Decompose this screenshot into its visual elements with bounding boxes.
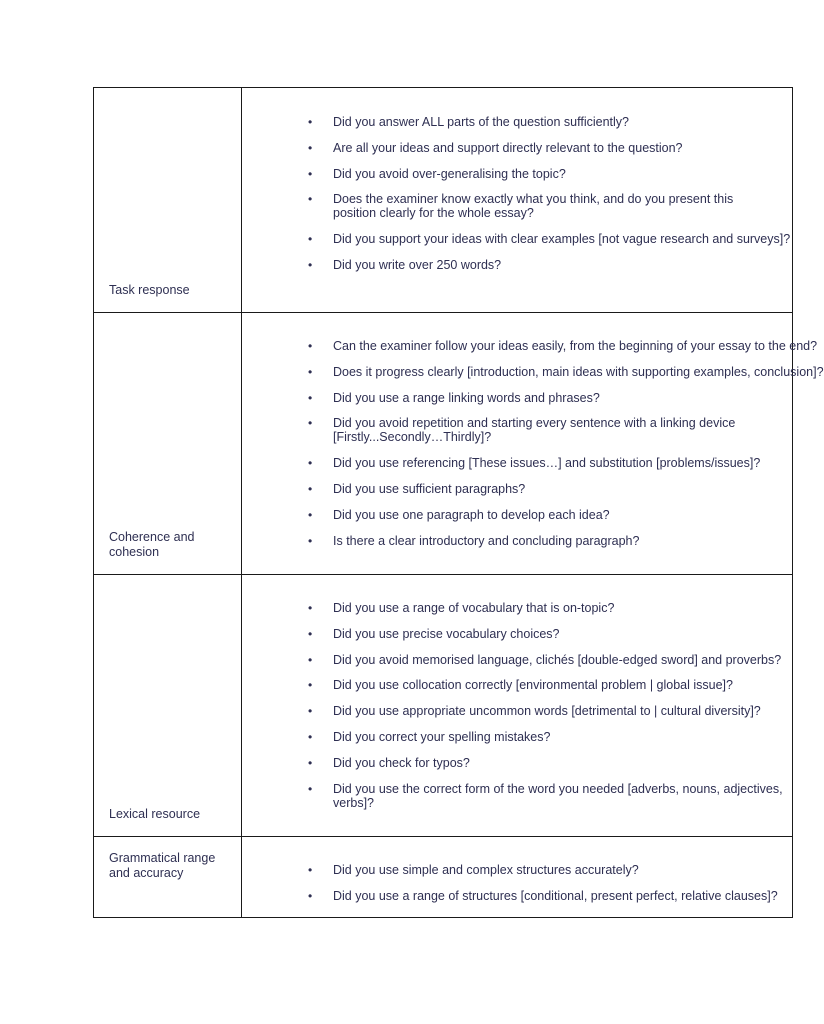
- checklist: [308, 115, 791, 284]
- list-item: • Are all your ideas and support directly relevant to the question?: [308, 140, 683, 155]
- list-item: • Did you use precise vocabulary choices?: [308, 626, 560, 641]
- list-item: • Did you write over 250 words?: [308, 257, 502, 272]
- table-row: [94, 575, 793, 837]
- criterion-cell: [94, 837, 242, 918]
- checklist-cell: [242, 837, 793, 918]
- criterion-label-lexical: Lexical resource: [109, 806, 201, 821]
- criterion-cell: [94, 88, 242, 313]
- list-item: • Did you use simple and complex structures accurately?: [308, 863, 639, 877]
- bullet-icon: •: [308, 166, 313, 181]
- list-item: • Can the examiner follow your ideas easily, from the beginning of your essay to the end?: [308, 339, 818, 353]
- bullet-icon: •: [308, 863, 313, 877]
- bullet-icon: •: [308, 232, 313, 247]
- bullet-icon: •: [308, 704, 313, 719]
- bullet-icon: •: [308, 601, 313, 615]
- bullet-icon: •: [308, 652, 313, 667]
- checklist: [308, 601, 788, 821]
- list-item: • Did you avoid memorised language, clichés [double-edged sword] and proverbs?: [308, 652, 782, 667]
- criterion-cell: [94, 575, 242, 837]
- bullet-icon: •: [308, 192, 313, 207]
- table-row: [94, 313, 793, 575]
- list-item: • Did you correct your spelling mistakes?: [308, 729, 551, 744]
- bullet-icon: •: [308, 416, 313, 431]
- bullet-icon: •: [308, 729, 313, 744]
- list-item: • Did you answer ALL parts of the question sufficiently?: [308, 115, 630, 129]
- bullet-icon: •: [308, 140, 313, 155]
- bullet-icon: •: [308, 390, 313, 405]
- checklist: [308, 339, 824, 559]
- list-item: • Is there a clear introductory and concluding paragraph?: [308, 533, 640, 548]
- bullet-icon: •: [308, 257, 313, 272]
- list-item: • Does it progress clearly [introduction, main ideas with supporting examples, conclusion]?: [308, 364, 824, 379]
- criterion-label-grammar: Grammatical range and accuracy: [109, 851, 216, 880]
- table-row: [94, 88, 793, 313]
- criterion-cell: [94, 313, 242, 575]
- list-item: • Did you use a range linking words and phrases?: [308, 390, 600, 405]
- list-item: • Did you avoid repetition and starting every sentence with a linking device [Firstly...Secondly…Thirdly]?: [308, 416, 736, 445]
- writing-checklist-table: [93, 87, 824, 918]
- list-item: • Did you use a range of structures [conditional, present perfect, relative clauses]?: [308, 888, 778, 903]
- bullet-icon: •: [308, 781, 313, 796]
- table-row: [94, 837, 793, 918]
- list-item: • Did you use a range of vocabulary that is on-topic?: [308, 601, 615, 615]
- checklist-cell: [242, 88, 793, 313]
- list-item: • Did you use the correct form of the word you needed [adverbs, nouns, adjectives, verbs]?: [308, 781, 783, 810]
- bullet-icon: •: [308, 456, 313, 471]
- bullet-icon: •: [308, 755, 313, 770]
- bullet-icon: •: [308, 678, 313, 693]
- bullet-icon: •: [308, 626, 313, 641]
- bullet-icon: •: [308, 533, 313, 548]
- list-item: • Did you use one paragraph to develop each idea?: [308, 507, 610, 522]
- bullet-icon: •: [308, 115, 313, 129]
- list-item: • Did you use sufficient paragraphs?: [308, 481, 526, 496]
- list-item: • Did you use appropriate uncommon words [detrimental to | cultural diversity]?: [308, 704, 761, 719]
- list-item: • Did you support your ideas with clear examples [not vague research and surveys]?: [308, 232, 791, 247]
- bullet-icon: •: [308, 339, 313, 353]
- criterion-label-task-response: Task response: [109, 282, 190, 297]
- checklist: [308, 863, 788, 915]
- checklist-cell: [242, 575, 793, 837]
- list-item: • Did you use referencing [These issues…] and substitution [problems/issues]?: [308, 456, 761, 471]
- bullet-icon: •: [308, 507, 313, 522]
- bullet-icon: •: [308, 481, 313, 496]
- list-item: • Did you avoid over-generalising the topic?: [308, 166, 566, 181]
- list-item: • Does the examiner know exactly what you think, and do you present this position clearly for the whole essay?: [308, 192, 734, 221]
- list-item: • Did you use collocation correctly [environmental problem | global issue]?: [308, 678, 733, 693]
- list-item: • Did you check for typos?: [308, 755, 470, 770]
- criterion-label-coherence: Coherence and cohesion: [109, 530, 195, 559]
- checklist-cell: [242, 313, 824, 575]
- bullet-icon: •: [308, 888, 313, 903]
- bullet-icon: •: [308, 364, 313, 379]
